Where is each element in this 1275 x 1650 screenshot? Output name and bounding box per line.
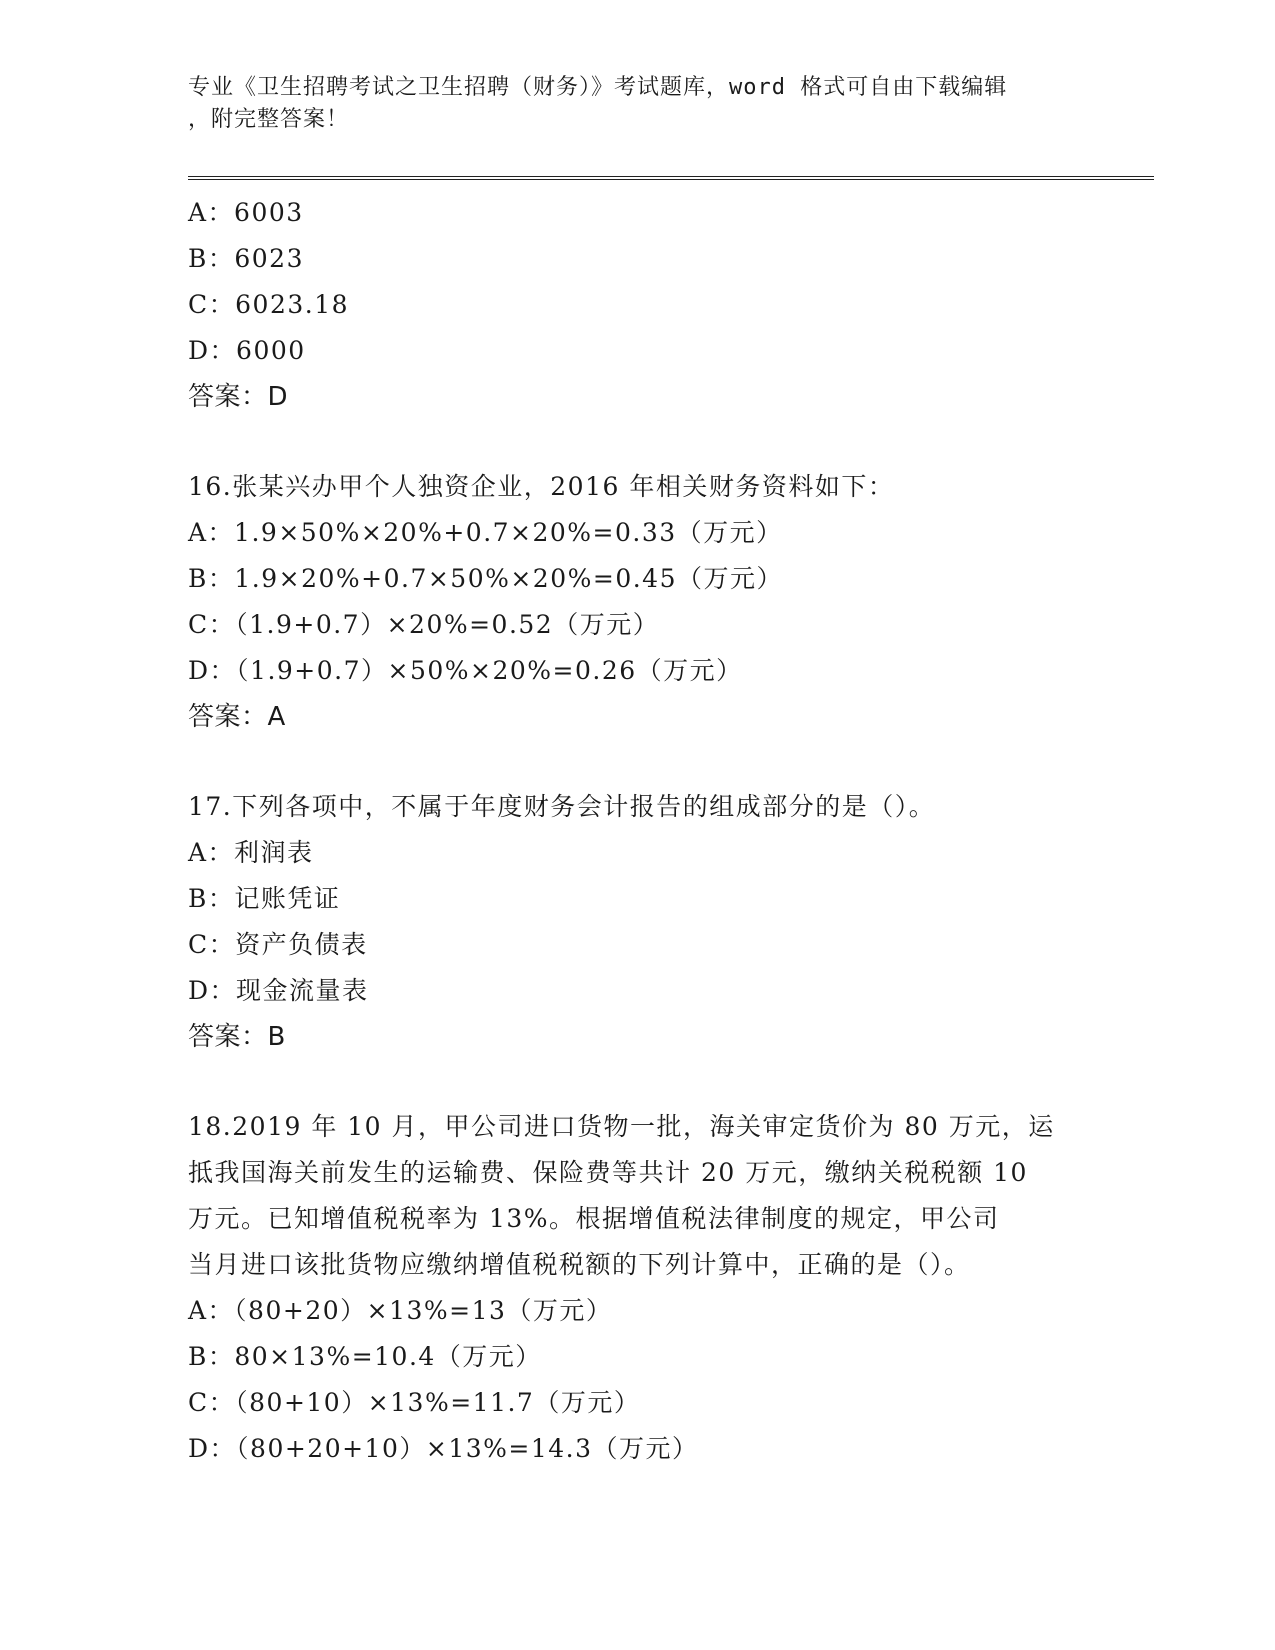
option-a: A：1.9×50%×20%+0.7×20%=0.33（万元） [188,518,783,547]
question-line: 18.2019 年 10 月，甲公司进口货物一批，海关审定货价为 80 万元，运 [188,1112,1055,1141]
header-line-2: ，附完整答案！ [188,107,350,132]
option-c: C：6023.18 [188,290,350,319]
question-17 [188,784,1088,1060]
option-d: D：现金流量表 [188,976,369,1005]
option-d: D：6000 [188,336,306,365]
option-b: B：1.9×20%+0.7×50%×20%=0.45（万元） [188,564,783,593]
option-b: B：6023 [188,244,304,273]
question-line: 当月进口该批货物应缴纳增值税税额的下列计算中，正确的是（）。 [188,1250,971,1279]
question-line: 万元。已知增值税税率为 13%。根据增值税法律制度的规定，甲公司 [188,1204,1000,1233]
question-list [188,190,1088,1472]
header-divider [188,176,1154,180]
answer: 答案：D [188,382,289,412]
question-15 [188,190,1088,420]
answer: 答案：B [188,1022,286,1052]
option-b: B：80×13%=10.4（万元） [188,1342,542,1371]
option-a: A：6003 [188,198,304,227]
question-line: 抵我国海关前发生的运输费、保险费等共计 20 万元，缴纳关税税额 10 [188,1158,1028,1187]
option-c: C：（80+10）×13%=11.7（万元） [188,1388,641,1417]
option-a: A：（80+20）×13%=13（万元） [188,1296,613,1325]
option-a: A：利润表 [188,838,314,867]
question-text: 16.张某兴办甲个人独资企业，2016 年相关财务资料如下： [188,472,895,501]
answer: 答案：A [188,702,286,732]
option-c: C：资产负债表 [188,930,368,959]
question-text [188,1104,1088,1288]
question-16 [188,464,1088,740]
option-b: B：记账凭证 [188,884,341,913]
document-header [188,72,1068,136]
option-d: D：（1.9+0.7）×50%×20%=0.26（万元） [188,656,743,685]
question-18 [188,1104,1088,1472]
question-text: 17.下列各项中，不属于年度财务会计报告的组成部分的是（）。 [188,792,936,821]
option-c: C：（1.9+0.7）×20%=0.52（万元） [188,610,660,639]
option-d: D：（80+20+10）×13%=14.3（万元） [188,1434,699,1463]
header-line-1: 专业《卫生招聘考试之卫生招聘（财务）》考试题库，word 格式可自由下载编辑 [188,75,1008,100]
